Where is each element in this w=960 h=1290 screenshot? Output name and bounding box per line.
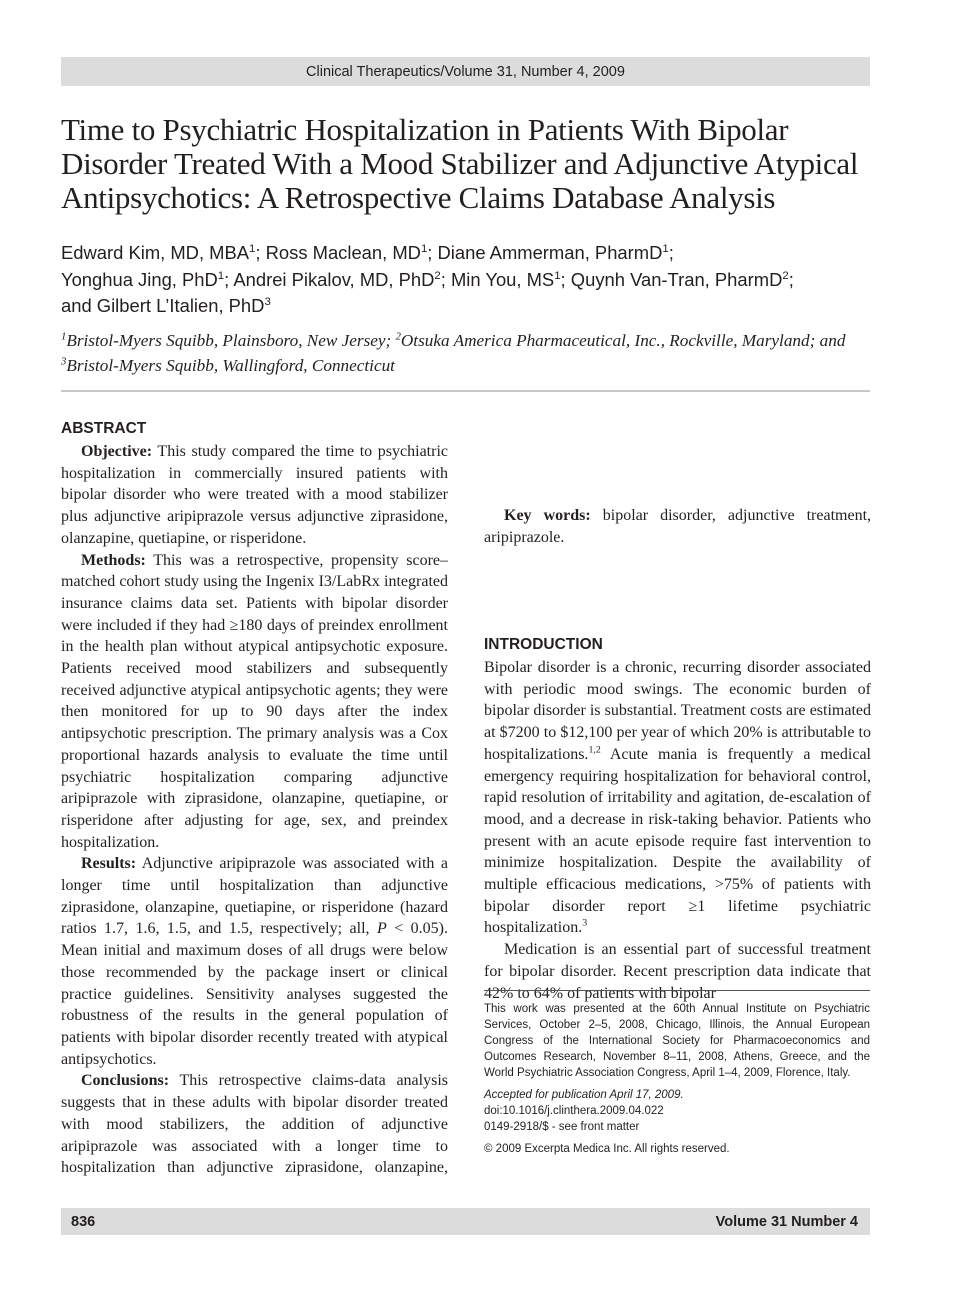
volume-label: Volume 31 Number 4 bbox=[715, 1214, 858, 1230]
author: Ross Maclean, $MD^1$; bbox=[265, 242, 438, 263]
page-number: 836 bbox=[71, 1214, 96, 1230]
author: Quynh Van-Tran, PharmD$^2$; bbox=[570, 268, 794, 290]
author: Diane Ammerman, PharmD$^1$; bbox=[437, 242, 674, 263]
abstract-objective: Objective: This study compared the time to psychiatric hospitalization in commercially insured patients with bipolar disorder who were treated with a mood stabilizer plus adjunctive aripiprazole versus adjunctive ziprasidone, olanzapine, quetiapine, or risperidone. bbox=[61, 443, 448, 547]
doi: doi:10.1016/j.clinthera.2009.04.022 bbox=[484, 1105, 664, 1117]
author: Min You, $MS^1$; bbox=[450, 268, 571, 290]
presentation-note: This work was presented at the 60th Annual Institute on Psychiatric Services, October 2–5, 2008, Chicago, Illinois, the Annual European Congress of the International Society for Pharmacoeconomics and Outcomes Research, November 8–11, 2008, Athens, Greece, and the World Psychiatric Association Congress, April 1–4, 2009, Florence, Italy. bbox=[484, 1003, 870, 1079]
author-list bbox=[61, 240, 881, 320]
author: Andrei Pikalov, MD, PhD$^2$; bbox=[233, 268, 451, 290]
footnote bbox=[484, 990, 870, 1157]
header-divider bbox=[61, 390, 870, 392]
affiliations: $^1$Bristol-Myers Squibb, Plainsboro, New Jersey; $^2$Otsuka America Pharmaceutical, Inc., Rockville, Maryland; and $^3$Bristol-Myers Squibb, Wallingford, Connecticut bbox=[61, 331, 846, 375]
abstract-heading: ABSTRACT bbox=[61, 420, 147, 437]
intro-column bbox=[484, 633, 871, 1004]
abstract-results: Results: Adjunctive aripiprazole was associated with a longer time until hospitalization than adjunctive ziprasidone, olanzapine, quetiapine, or risperidone (hazard ratios 1.7, 1.6, 1.5, and 1.5, respectively; all, P < 0.05). Mean initial and maximum doses of all drugs were below those recommended by the package insert or clinical practice guidelines. Sensitivity analyses suggested the robustness of the results in the general population of patients with bipolar disorder recently treated with atypical antipsychotics. bbox=[61, 855, 448, 1068]
abstract-methods: Methods: This was a retrospective, propensity score–matched cohort study using the Ingenix I3/LabRx integrated insurance claims data set. Patients with bipolar disorder were included if they had ≥180 days of preindex enrollment in the health plan without atypical antipsychotic exposure. Patients received mood stabilizers and subsequently received adjunctive atypical antipsychotic agents; they were then monitored for up to 90 days after the index antipsychotic prescription. The primary analysis was a Cox proportional hazards analysis to evaluate the time until psychiatric hospitalization comparing adjunctive aripiprazole with ziprasidone, olanzapine, quetiapine, or risperidone after adjusting for age, sex, and preindex hospitalization. bbox=[61, 551, 448, 851]
introduction-heading: INTRODUCTION bbox=[484, 636, 603, 653]
article-title: Time to Psychiatric Hospitalization in Patients With Bipolar Disorder Treated With a Mood Stabilizer and Adjunctive Atypical Antipsychotics: A Retrospective Claims Database Analysis bbox=[61, 112, 859, 215]
introduction-paragraph: Medication is an essential part of successful treatment for bipolar disorder. Recent prescription data indicate that 42% to 64% of patients with bipolar bbox=[484, 941, 871, 1002]
author: Edward Kim, MD, MBA$^1$; bbox=[61, 242, 266, 263]
author: and Gilbert L’Italien, PhD$^3$ bbox=[61, 295, 271, 316]
running-head: Clinical Therapeutics/Volume 31, Number 4, 2009 bbox=[61, 57, 870, 86]
abstract-conclusions: Conclusions: This retrospective claims-data analysis suggests that in these adults with bipolar disorder treated with mood stabilizers, the addition of adjunctive aripiprazole was associated with a longer time to hospitalization than adjunctive ziprasidone, olanzapine, bbox=[61, 1072, 448, 1177]
copyright: © 2009 Excerpta Medica Inc. All rights reserved. bbox=[484, 1143, 730, 1155]
issn: 0149-2918/$ - see front matter bbox=[484, 1121, 640, 1133]
accepted-date: Accepted for publication April 17, 2009. bbox=[484, 1089, 684, 1101]
introduction-paragraph: Bipolar disorder is a chronic, recurring disorder associated with periodic mood swings. The economic burden of bipolar disorder is substantial. Treatment costs are estimated at $7200 to $12,100 per year of which 20% is attributable to hospitalizations.$^{1,2}$ Acute mania is frequently a medical emergency requiring hospitalization for behavioral control, rapid resolution of irritability and agitation, de-escalation of mood, and a decrease in risk-taking behavior. Patients who present with an acute episode require fast intervention to minimize hospitalization. Despite the availability of multiple efficacious medications, >75% of patients with bipolar disorder report ≥1 lifetime psychiatric hospitalization.$^3$ bbox=[484, 659, 871, 937]
keywords-block bbox=[484, 505, 871, 548]
author: Yonghua Jing, PhD$^1$; bbox=[61, 268, 234, 290]
footer-bar bbox=[61, 1208, 870, 1235]
abstract-keywords: Key words: bipolar disorder, adjunctive treatment, aripiprazole. bbox=[484, 507, 872, 546]
abstract-column bbox=[61, 417, 448, 1180]
